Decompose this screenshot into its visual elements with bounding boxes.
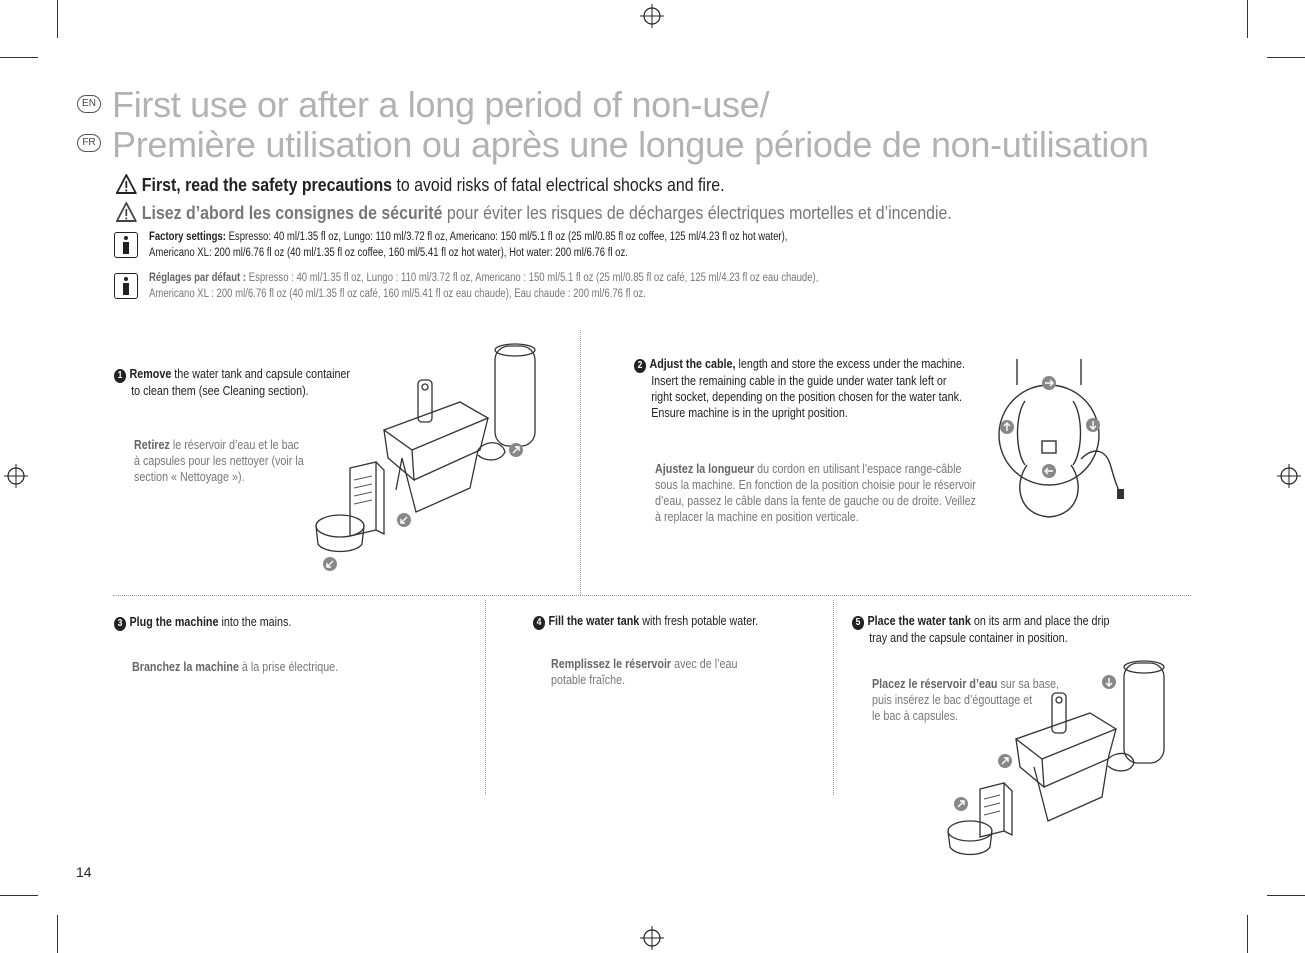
step-5-fr-text-3: le bac à capsules. xyxy=(872,709,959,723)
arrow-icon xyxy=(954,675,1116,811)
step-5-fr-bold: Placez le réservoir d’eau xyxy=(872,677,998,691)
step-3-fr-bold: Branchez la machine xyxy=(132,660,239,674)
warning-en xyxy=(116,174,725,196)
reglages-label: Réglages par défaut : xyxy=(149,272,247,284)
divider xyxy=(580,330,581,595)
step-2-text-4: Ensure machine is in the upright position. xyxy=(651,406,848,420)
step-3-bold: Plug the machine xyxy=(129,615,219,629)
warning-fr-text: pour éviter les risques de décharges électriques mortelles et d’incendie. xyxy=(442,202,952,223)
crop-mark xyxy=(0,57,38,58)
step-2-fr-text-2: sous la machine. En fonction de la position choisie pour le réservoir xyxy=(655,478,976,492)
crop-mark xyxy=(57,915,58,953)
factory-settings-en xyxy=(149,229,787,261)
divider xyxy=(833,600,834,795)
step-1-fr-text-2: à capsules pour les nettoyer (voir la xyxy=(134,454,304,468)
info-icon xyxy=(114,273,138,299)
step-2-text: length and store the excess under the machine. xyxy=(735,357,965,371)
step-3-en xyxy=(114,614,291,631)
step-2-fr-text: du cordon en utilisant l’espace range-câble xyxy=(754,462,962,476)
step-4-text: with fresh potable water. xyxy=(639,614,759,628)
step-3-fr xyxy=(132,659,338,675)
step-5-text: on its arm and place the drip xyxy=(970,614,1110,628)
step-1-fr-text-3: section « Nettoyage »). xyxy=(134,470,245,484)
step-2-bold: Adjust the cable, xyxy=(649,357,736,371)
step-4-en xyxy=(533,613,758,630)
factory-settings-line2: Americano XL: 200 ml/6.76 fl oz (40 ml/1.35 fl oz coffee, 160 ml/5.41 fl oz hot water), Hot water: 200 ml/6.76 fl oz. xyxy=(149,247,628,259)
info-icon xyxy=(114,232,138,258)
crop-mark xyxy=(0,895,38,896)
registration-mark-icon xyxy=(1277,464,1301,488)
step-2-en xyxy=(634,356,965,421)
crop-mark xyxy=(1267,57,1305,58)
step-2-fr-bold: Ajustez la longueur xyxy=(655,462,755,476)
step-2-fr-text-3: d’eau, passez le câble dans la fente de gauche ou de droite. Veillez xyxy=(655,494,976,508)
step-number: 5 xyxy=(852,616,864,630)
step-4-fr-text-2: potable fraîche. xyxy=(551,673,626,687)
reglages-line2: Americano XL : 200 ml/6.76 fl oz (40 ml/1.35 fl oz café, 160 ml/5.41 fl oz eau chaude), Eau chaude : 200 ml/6.76 fl oz. xyxy=(149,288,646,300)
step-3-fr-text: à la prise électrique. xyxy=(238,660,339,674)
step-1-text: the water tank and capsule container xyxy=(171,367,351,381)
warning-en-text: to avoid risks of fatal electrical shocks and fire. xyxy=(392,174,725,195)
warning-fr xyxy=(116,202,952,224)
step-5-text-2: tray and the capsule container in position. xyxy=(869,631,1068,645)
step-5-fr-text-2: puis insérez le bac d’égouttage et xyxy=(872,693,1033,707)
step-2-fr-text-4: à replacer la machine en position verticale. xyxy=(655,510,859,524)
registration-mark-icon xyxy=(640,926,664,950)
step-2-text-2: Insert the remaining cable in the guide under water tank left or xyxy=(651,374,947,388)
reglages-line1: Espresso : 40 ml/1.35 fl oz, Lungo : 110 ml/3.72 fl oz, Americano : 150 ml/5.1 fl oz (25 ml/0.85 fl oz café, 125 ml/4.23 fl oz eau chaude), xyxy=(246,272,819,284)
step-2-text-3: right socket, depending on the position chosen for the water tank. xyxy=(651,390,962,404)
page-title-en: First use or after a long period of non-use/ xyxy=(112,84,770,125)
step-5-en xyxy=(852,613,1109,646)
step-4-bold: Fill the water tank xyxy=(548,614,640,628)
divider xyxy=(485,600,486,795)
step-1-fr-bold: Retirez xyxy=(134,438,170,452)
step-number: 1 xyxy=(114,369,126,383)
arrow-icon xyxy=(323,443,523,571)
warning-fr-bold: Lisez d’abord les consignes de sécurité xyxy=(141,202,443,223)
divider xyxy=(113,595,1191,596)
crop-mark xyxy=(1267,895,1305,896)
factory-settings-fr xyxy=(149,270,818,302)
step-1-text-2: to clean them (see Cleaning section). xyxy=(131,384,309,398)
step-5-bold: Place the water tank xyxy=(867,614,971,628)
step-number: 4 xyxy=(533,616,545,630)
machine-disassembly-illustration xyxy=(310,340,550,580)
step-1-fr-text: le réservoir d’eau et le bac xyxy=(169,438,299,452)
en-language-badge: EN xyxy=(77,95,101,113)
registration-mark-icon xyxy=(4,464,28,488)
step-number: 2 xyxy=(634,359,646,373)
factory-settings-line1: Espresso: 40 ml/1.35 fl oz, Lungo: 110 ml/3.72 fl oz, Americano: 150 ml/5.1 fl oz (25 ml/0.85 fl oz coffee, 125 ml/4.23 fl oz hot water), xyxy=(225,231,788,243)
registration-mark-icon xyxy=(640,4,664,28)
step-1-fr xyxy=(134,437,304,485)
step-4-fr-text: avec de l’eau xyxy=(671,657,738,671)
step-number: 3 xyxy=(114,617,126,631)
step-1-bold: Remove xyxy=(129,367,172,381)
step-3-text: into the mains. xyxy=(218,615,292,629)
page-title-fr: Première utilisation ou après une longue période de non-utilisation xyxy=(112,124,1149,165)
machine-reassembly-illustration xyxy=(940,655,1170,870)
factory-settings-label: Factory settings: xyxy=(149,231,226,243)
fr-language-badge: FR xyxy=(77,134,101,152)
page-number: 14 xyxy=(76,864,92,880)
arrow-icon xyxy=(1000,376,1100,478)
crop-mark xyxy=(57,0,58,38)
warning-en-bold: First, read the safety precautions xyxy=(141,174,393,195)
step-5-fr-text: sur sa base, xyxy=(997,677,1060,691)
warning-triangle-icon xyxy=(116,202,137,222)
warning-triangle-icon xyxy=(116,174,137,194)
step-4-fr xyxy=(551,656,737,688)
crop-mark xyxy=(1247,915,1248,953)
cable-routing-illustration xyxy=(995,355,1140,525)
step-4-fr-bold: Remplissez le réservoir xyxy=(551,657,672,671)
step-2-fr xyxy=(655,461,976,525)
crop-mark xyxy=(1247,0,1248,38)
